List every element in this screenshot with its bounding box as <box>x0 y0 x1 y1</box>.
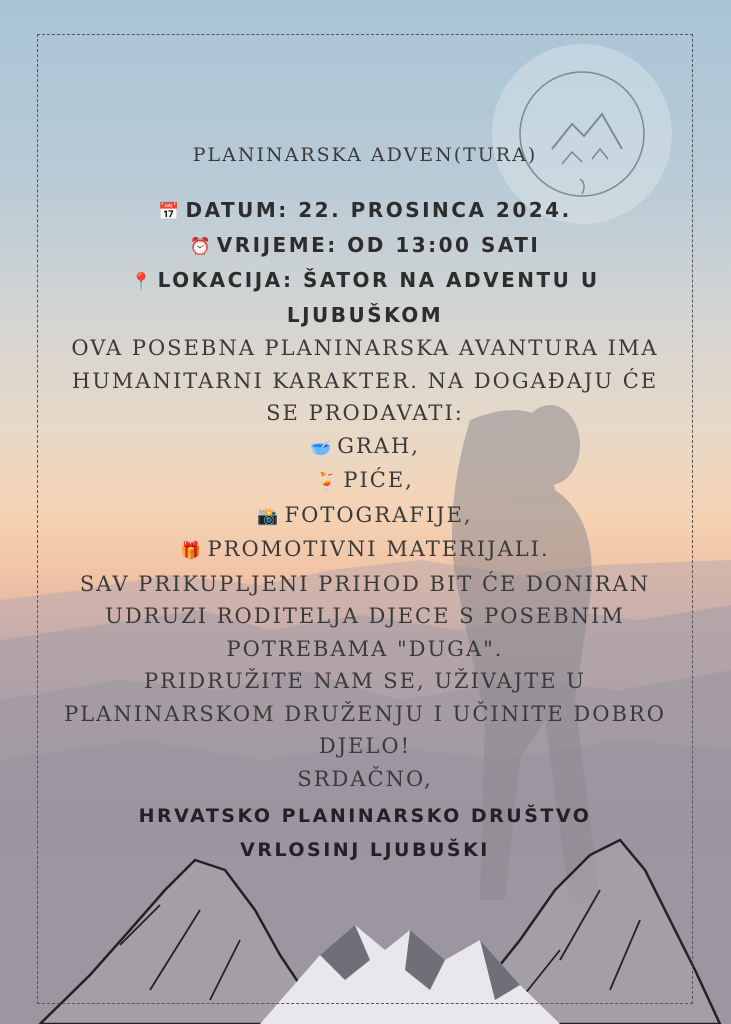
outro-line: DJELO! <box>318 734 412 758</box>
location-line-2: LJUBUŠKOM <box>286 303 444 327</box>
signature-line: HRVATSKO PLANINARSKO DRUŠTVO <box>138 805 592 827</box>
date-line: 📅 DATUM: 22. PROSINCA 2024. <box>158 198 572 222</box>
outro-line: PLANINARSKOM DRUŽENJU I UČINITE DOBRO <box>64 701 666 726</box>
outro-line: SRDAČNO, <box>297 766 433 791</box>
list-item: 🎁 PROMOTIVNI MATERIJALI. <box>180 537 550 561</box>
location-line: 📍 LOKACIJA: ŠATOR NA ADVENTU U <box>130 268 600 292</box>
list-item: 📸 FOTOGRAFIJE, <box>257 502 473 527</box>
signature-line: VRLOSINJ LJUBUŠKI <box>240 839 490 861</box>
outro-line: UDRUZI RODITELJA DJECE S POSEBNIM <box>105 604 625 628</box>
intro-line: OVA POSEBNA PLANINARSKA AVANTURA IMA <box>71 336 659 360</box>
drink-icon: 🍹 <box>316 472 338 492</box>
alarm-clock-icon: ⏰ <box>189 237 211 257</box>
pin-icon: 📍 <box>130 272 152 292</box>
list-item: 🍹 PIĆE, <box>316 468 414 492</box>
bowl-icon: 🥣 <box>310 437 332 458</box>
intro-line: HUMANITARNI KARAKTER. NA DOGAĐAJU ĆE <box>71 368 659 393</box>
time-line: ⏰ VRIJEME: OD 13:00 SATI <box>189 233 541 257</box>
outro-line: PRIDRUŽITE NAM SE, UŽIVAJTE U <box>144 669 586 693</box>
outro-line: SAV PRIKUPLJENI PRIHOD BIT ĆE DONIRAN <box>79 571 651 596</box>
gift-icon: 🎁 <box>180 541 202 561</box>
poster-content <box>40 140 690 867</box>
intro-line: SE PRODAVATI: <box>266 401 464 425</box>
list-item: 🥣 GRAH, <box>310 433 420 458</box>
camera-icon: 📸 <box>257 506 279 527</box>
page-title: PLANINARSKA ADVEN(TURA) <box>192 144 538 166</box>
outro-line: POTREBAMA "DUGA". <box>226 636 504 661</box>
calendar-icon: 📅 <box>158 202 180 222</box>
